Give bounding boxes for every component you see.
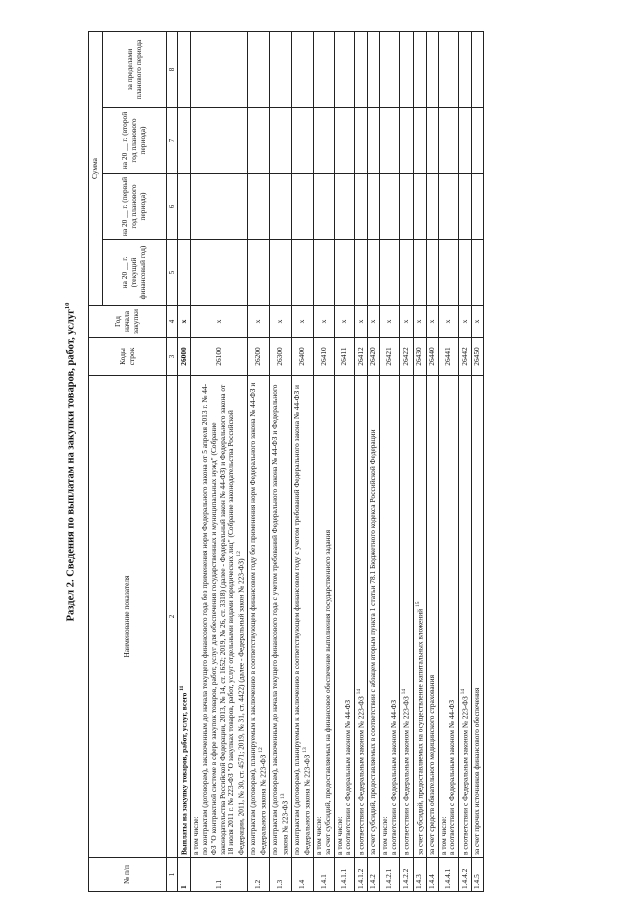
row-sum-col7	[459, 108, 472, 174]
row-code-text: 26300	[275, 347, 285, 366]
row-prefix: в том числе:	[334, 816, 344, 855]
row-code	[459, 338, 472, 376]
table-row	[292, 32, 314, 892]
row-number	[426, 858, 438, 892]
index-cell: 7	[167, 108, 178, 174]
row-sum-col8	[248, 32, 270, 108]
row-number	[248, 858, 270, 892]
row-sum-col5	[334, 240, 354, 306]
row-code-text: 26400	[297, 347, 307, 366]
row-sum-col7	[292, 108, 314, 174]
row-number-text: 1.4.3	[414, 874, 424, 889]
row-number-text: 1.4.2.2	[401, 868, 411, 889]
row-name	[270, 376, 292, 858]
row-year-text: x	[426, 319, 436, 324]
row-sum-col7	[426, 108, 438, 174]
row-sum-col6	[248, 174, 270, 240]
row-name-text: за счет субсидий, предоставляемых на финансовое обеспечение выполнения государственного задания	[322, 530, 332, 855]
table-row	[459, 32, 472, 892]
row-sum-col8	[334, 32, 354, 108]
row-year	[380, 306, 400, 338]
row-sum-col5	[292, 240, 314, 306]
row-sum-col5	[314, 240, 334, 306]
row-number	[400, 858, 413, 892]
row-sum-col8	[438, 32, 458, 108]
row-sum-col5	[400, 240, 413, 306]
row-name	[355, 376, 368, 858]
table-row	[380, 32, 400, 892]
row-code	[270, 338, 292, 376]
row-sum-col7	[380, 108, 400, 174]
row-sum-col5	[270, 240, 292, 306]
row-footnote: 14	[460, 688, 467, 695]
row-sum-col6	[270, 174, 292, 240]
row-sum-col5	[355, 240, 368, 306]
row-name	[368, 376, 380, 858]
table-row	[248, 32, 270, 892]
row-code-text: 26420	[368, 347, 378, 366]
row-name	[178, 376, 191, 858]
row-code	[380, 338, 400, 376]
header-col6: на 20 __ г. (первый год планового периода)	[103, 174, 167, 240]
row-name-text: за счет прочих источников финансового обеспечения	[472, 687, 482, 855]
row-name-text: по контрактам (договорам), планируемым к заключению в соответствующем финансовом году с учетом требований Федерального закона № 44-ФЗ и Федерального закона № 223-ФЗ	[292, 385, 312, 855]
row-prefix: в том числе:	[314, 816, 324, 855]
row-sum-col6	[292, 174, 314, 240]
row-year	[438, 306, 458, 338]
row-code	[248, 338, 270, 376]
row-sum-col7	[191, 108, 248, 174]
row-prefix: в том числе:	[191, 816, 201, 855]
row-number-text: 1.4.2	[368, 874, 378, 889]
row-sum-col5	[472, 240, 484, 306]
header-code: Коды строк	[89, 338, 167, 376]
row-number-text: 1.3	[275, 879, 285, 889]
row-sum-col5	[368, 240, 380, 306]
row-year	[334, 306, 354, 338]
row-number-text: 1.2	[253, 879, 263, 889]
row-sum-col8	[178, 32, 191, 108]
row-name	[400, 376, 413, 858]
row-sum-col7	[178, 108, 191, 174]
table-row	[400, 32, 413, 892]
header-year: Год начала закупки	[89, 306, 167, 338]
row-number	[178, 858, 191, 892]
row-footnote: 13	[280, 793, 286, 799]
row-sum-col7	[413, 108, 426, 174]
header-row-1	[89, 32, 103, 892]
index-cell: 1	[167, 858, 178, 892]
table-body	[178, 32, 484, 892]
index-cell: 4	[167, 306, 178, 338]
row-name	[314, 376, 334, 858]
row-footnote: 12	[258, 747, 265, 753]
section-title-footnote: 10	[64, 302, 71, 310]
row-sum-col7	[248, 108, 270, 174]
row-number-text: 1.1	[214, 879, 224, 889]
row-sum-col7	[400, 108, 413, 174]
row-sum-col6	[413, 174, 426, 240]
row-sum-col6	[368, 174, 380, 240]
index-cell: 2	[167, 376, 178, 858]
row-number-text: 1	[178, 885, 188, 889]
row-footnote: 13	[301, 747, 308, 753]
row-number	[314, 858, 334, 892]
row-sum-col7	[438, 108, 458, 174]
row-sum-col5	[438, 240, 458, 306]
table-row	[413, 32, 426, 892]
row-name-text: в соответствии с Федеральным законом № 223-ФЗ	[356, 696, 366, 855]
row-footnote: 14	[356, 688, 363, 695]
row-name-text: Выплаты на закупку товаров, работ, услуг, всего	[179, 692, 189, 855]
row-code	[472, 338, 484, 376]
row-code-text: 26440	[426, 347, 436, 366]
row-year	[270, 306, 292, 338]
row-year-text: x	[338, 319, 348, 324]
row-name	[413, 376, 426, 858]
row-code	[314, 338, 334, 376]
row-code-text: 26421	[384, 347, 394, 366]
section-title-text: Раздел 2. Сведения по выплатам на закупки товаров, работ, услуг	[65, 309, 77, 622]
row-year	[459, 306, 472, 338]
row-sum-col6	[314, 174, 334, 240]
index-cell: 6	[167, 174, 178, 240]
row-name	[380, 376, 400, 858]
row-year	[400, 306, 413, 338]
row-sum-col8	[400, 32, 413, 108]
row-year-text: x	[442, 319, 452, 324]
row-year-text: x	[472, 319, 482, 324]
row-name-text: в соответствии с Федеральным законом № 44-ФЗ	[447, 699, 457, 855]
index-cell: 3	[167, 338, 178, 376]
row-sum-col6	[355, 174, 368, 240]
row-sum-col5	[380, 240, 400, 306]
row-sum-col6	[334, 174, 354, 240]
row-sum-col5	[191, 240, 248, 306]
table-row	[355, 32, 368, 892]
row-sum-col8	[270, 32, 292, 108]
row-number	[292, 858, 314, 892]
row-code-text: 26100	[214, 347, 224, 366]
table-row	[472, 32, 484, 892]
row-sum-col5	[248, 240, 270, 306]
row-year	[355, 306, 368, 338]
row-code	[178, 338, 191, 376]
index-cell: 8	[167, 32, 178, 108]
row-code	[413, 338, 426, 376]
row-name	[334, 376, 354, 858]
row-name	[426, 376, 438, 858]
row-number	[368, 858, 380, 892]
row-code-text: 26410	[318, 347, 328, 366]
row-code-text: 26430	[414, 347, 424, 366]
row-number-text: 1.4.4	[426, 874, 436, 889]
row-number	[355, 858, 368, 892]
row-year-text: x	[318, 319, 328, 324]
row-number	[380, 858, 400, 892]
row-year	[178, 306, 191, 338]
row-sum-col8	[355, 32, 368, 108]
row-code-text: 26442	[459, 347, 469, 366]
row-footnote: 12	[236, 551, 243, 557]
row-sum-col6	[400, 174, 413, 240]
row-name	[292, 376, 314, 858]
row-year	[413, 306, 426, 338]
row-number-text: 1.4.1.2	[355, 868, 365, 889]
row-number	[270, 858, 292, 892]
row-code	[400, 338, 413, 376]
row-year-text: x	[297, 319, 307, 324]
row-year	[248, 306, 270, 338]
row-name-text: в соответствии с Федеральным законом № 223-ФЗ	[401, 696, 411, 855]
row-year-text: x	[368, 319, 378, 324]
row-year	[292, 306, 314, 338]
row-code-text: 26411	[338, 347, 348, 366]
row-sum-col6	[472, 174, 484, 240]
table-row	[334, 32, 354, 892]
row-year-text: x	[414, 319, 424, 324]
row-code	[355, 338, 368, 376]
row-number	[413, 858, 426, 892]
column-index-row	[167, 32, 178, 892]
row-number-text: 1.4.1.1	[338, 868, 348, 889]
header-num: № п/п	[89, 858, 167, 892]
row-name-text: за счет субсидий, предоставляемых в соответствии с абзацем вторым пункта 1 статьи 78.1 Бюджетного кодекса Российской Федерации	[368, 429, 378, 855]
row-code	[191, 338, 248, 376]
row-name	[459, 376, 472, 858]
index-cell: 5	[167, 240, 178, 306]
row-sum-col7	[472, 108, 484, 174]
row-code	[426, 338, 438, 376]
row-year	[368, 306, 380, 338]
row-sum-col8	[380, 32, 400, 108]
row-year	[426, 306, 438, 338]
row-sum-col8	[191, 32, 248, 108]
header-col5: на 20 __ г. (текущий финансовый год)	[103, 240, 167, 306]
row-name	[438, 376, 458, 858]
row-sum-col7	[314, 108, 334, 174]
row-sum-col8	[413, 32, 426, 108]
section-title	[64, 32, 77, 892]
table-row	[270, 32, 292, 892]
row-code-text: 26000	[178, 347, 188, 366]
row-number-text: 1.4.5	[472, 874, 482, 889]
row-prefix: в том числе:	[438, 816, 448, 855]
row-name-text: в соответствии с Федеральным законом № 44-ФЗ	[388, 699, 398, 855]
row-name-text: за счет средств обязательного медицинского страхования	[426, 675, 436, 855]
row-number-text: 1.4	[297, 879, 307, 889]
row-sum-col6	[191, 174, 248, 240]
header-name: Наименование показателя	[89, 376, 167, 858]
row-sum-col6	[459, 174, 472, 240]
rotated-sheet	[52, 32, 597, 892]
row-footnote: 14	[401, 688, 408, 695]
row-prefix: в том числе:	[380, 816, 390, 855]
row-sum-col7	[270, 108, 292, 174]
row-sum-col8	[472, 32, 484, 108]
row-year-text: x	[401, 319, 411, 324]
table-row	[178, 32, 191, 892]
row-code	[334, 338, 354, 376]
purchases-table	[88, 31, 484, 892]
table-row	[368, 32, 380, 892]
row-code-text: 26441	[442, 347, 452, 366]
header-col8: за пределами планового периода	[103, 32, 167, 108]
row-sum-col8	[314, 32, 334, 108]
row-code	[368, 338, 380, 376]
row-sum-col6	[438, 174, 458, 240]
row-code	[292, 338, 314, 376]
row-number	[472, 858, 484, 892]
row-sum-col8	[368, 32, 380, 108]
row-year-text: x	[384, 319, 394, 324]
row-sum-col7	[368, 108, 380, 174]
row-year-text: x	[178, 319, 188, 324]
table-row	[191, 32, 248, 892]
row-year	[472, 306, 484, 338]
row-code	[438, 338, 458, 376]
row-sum-col6	[380, 174, 400, 240]
row-sum-col7	[355, 108, 368, 174]
row-code-text: 26200	[253, 347, 263, 366]
row-year	[314, 306, 334, 338]
row-sum-col7	[334, 108, 354, 174]
row-footnote: 11	[179, 685, 186, 691]
row-sum-col5	[426, 240, 438, 306]
row-number-text: 1.4.4.1	[442, 868, 452, 889]
row-year-text: x	[275, 319, 285, 324]
row-name-text: в соответствии с Федеральным законом № 44-ФЗ	[343, 699, 353, 855]
row-number-text: 1.4.1	[318, 874, 328, 889]
table-row	[314, 32, 334, 892]
row-sum-col6	[178, 174, 191, 240]
row-year-text: x	[355, 319, 365, 324]
header-sum: Сумма	[89, 32, 103, 306]
row-name-text: по контрактам (договорам), заключенным до начала текущего финансового года с учетом требований Федерального закона № 44-ФЗ и Федерального закона № 223-ФЗ	[270, 384, 290, 855]
row-name-text: за счет субсидий, предоставляемых на осуществление капитальных вложений	[415, 608, 425, 855]
row-name	[472, 376, 484, 858]
row-number	[438, 858, 458, 892]
row-year-text: x	[459, 319, 469, 324]
table-row	[438, 32, 458, 892]
row-name	[248, 376, 270, 858]
row-sum-col5	[178, 240, 191, 306]
table-row	[426, 32, 438, 892]
row-code-text: 26422	[401, 347, 411, 366]
row-code-text: 26450	[472, 347, 482, 366]
header-col7: на 20 __ г. (второй год планового периода)	[103, 108, 167, 174]
row-sum-col8	[426, 32, 438, 108]
row-footnote: 15	[414, 601, 421, 608]
row-number-text: 1.4.4.2	[459, 868, 469, 889]
row-year-text: x	[253, 319, 263, 324]
row-sum-col8	[459, 32, 472, 108]
row-sum-col5	[413, 240, 426, 306]
row-name	[191, 376, 248, 858]
row-number	[191, 858, 248, 892]
row-number	[334, 858, 354, 892]
row-year	[191, 306, 248, 338]
row-year-text: x	[214, 319, 224, 324]
row-name-text: в соответствии с Федеральным законом № 223-ФЗ	[460, 696, 470, 855]
row-name-text: по контрактам (договорам), заключенным до начала текущего финансового года без применения норм Федерального закона от 5 апреля 2013 г. № 44-ФЗ "О контрактной системе в сфере закупок товаров, работ, услуг для обеспечения государственных и муниципальных нужд" (Собрание законодательства Российской Федерации, 2013, № 14, ст. 1652; 2019, № 26, ст. 3318) (далее - Федеральный закон № 44-ФЗ) и Федерального закона от 18 июля 2011 г. № 223-ФЗ "О закупках товаров, работ, услуг отдельными видами юридических лиц" (Собрание законодательства Российской Федерации, 2011, № 30, ст. 4571; 2019, № 31, ст. 4422) (далее - Федеральный закон № 223-ФЗ)	[200, 383, 246, 855]
row-sum-col8	[292, 32, 314, 108]
row-name-text: по контрактам (договорам), планируемым к заключению в соответствующем финансовом году без применения норм Федерального закона № 44-ФЗ и Федерального закона № 223-ФЗ	[248, 382, 268, 855]
row-number-text: 1.4.2.1	[384, 868, 394, 889]
row-sum-col5	[459, 240, 472, 306]
row-number	[459, 858, 472, 892]
row-code-text: 26412	[355, 347, 365, 366]
row-sum-col6	[426, 174, 438, 240]
